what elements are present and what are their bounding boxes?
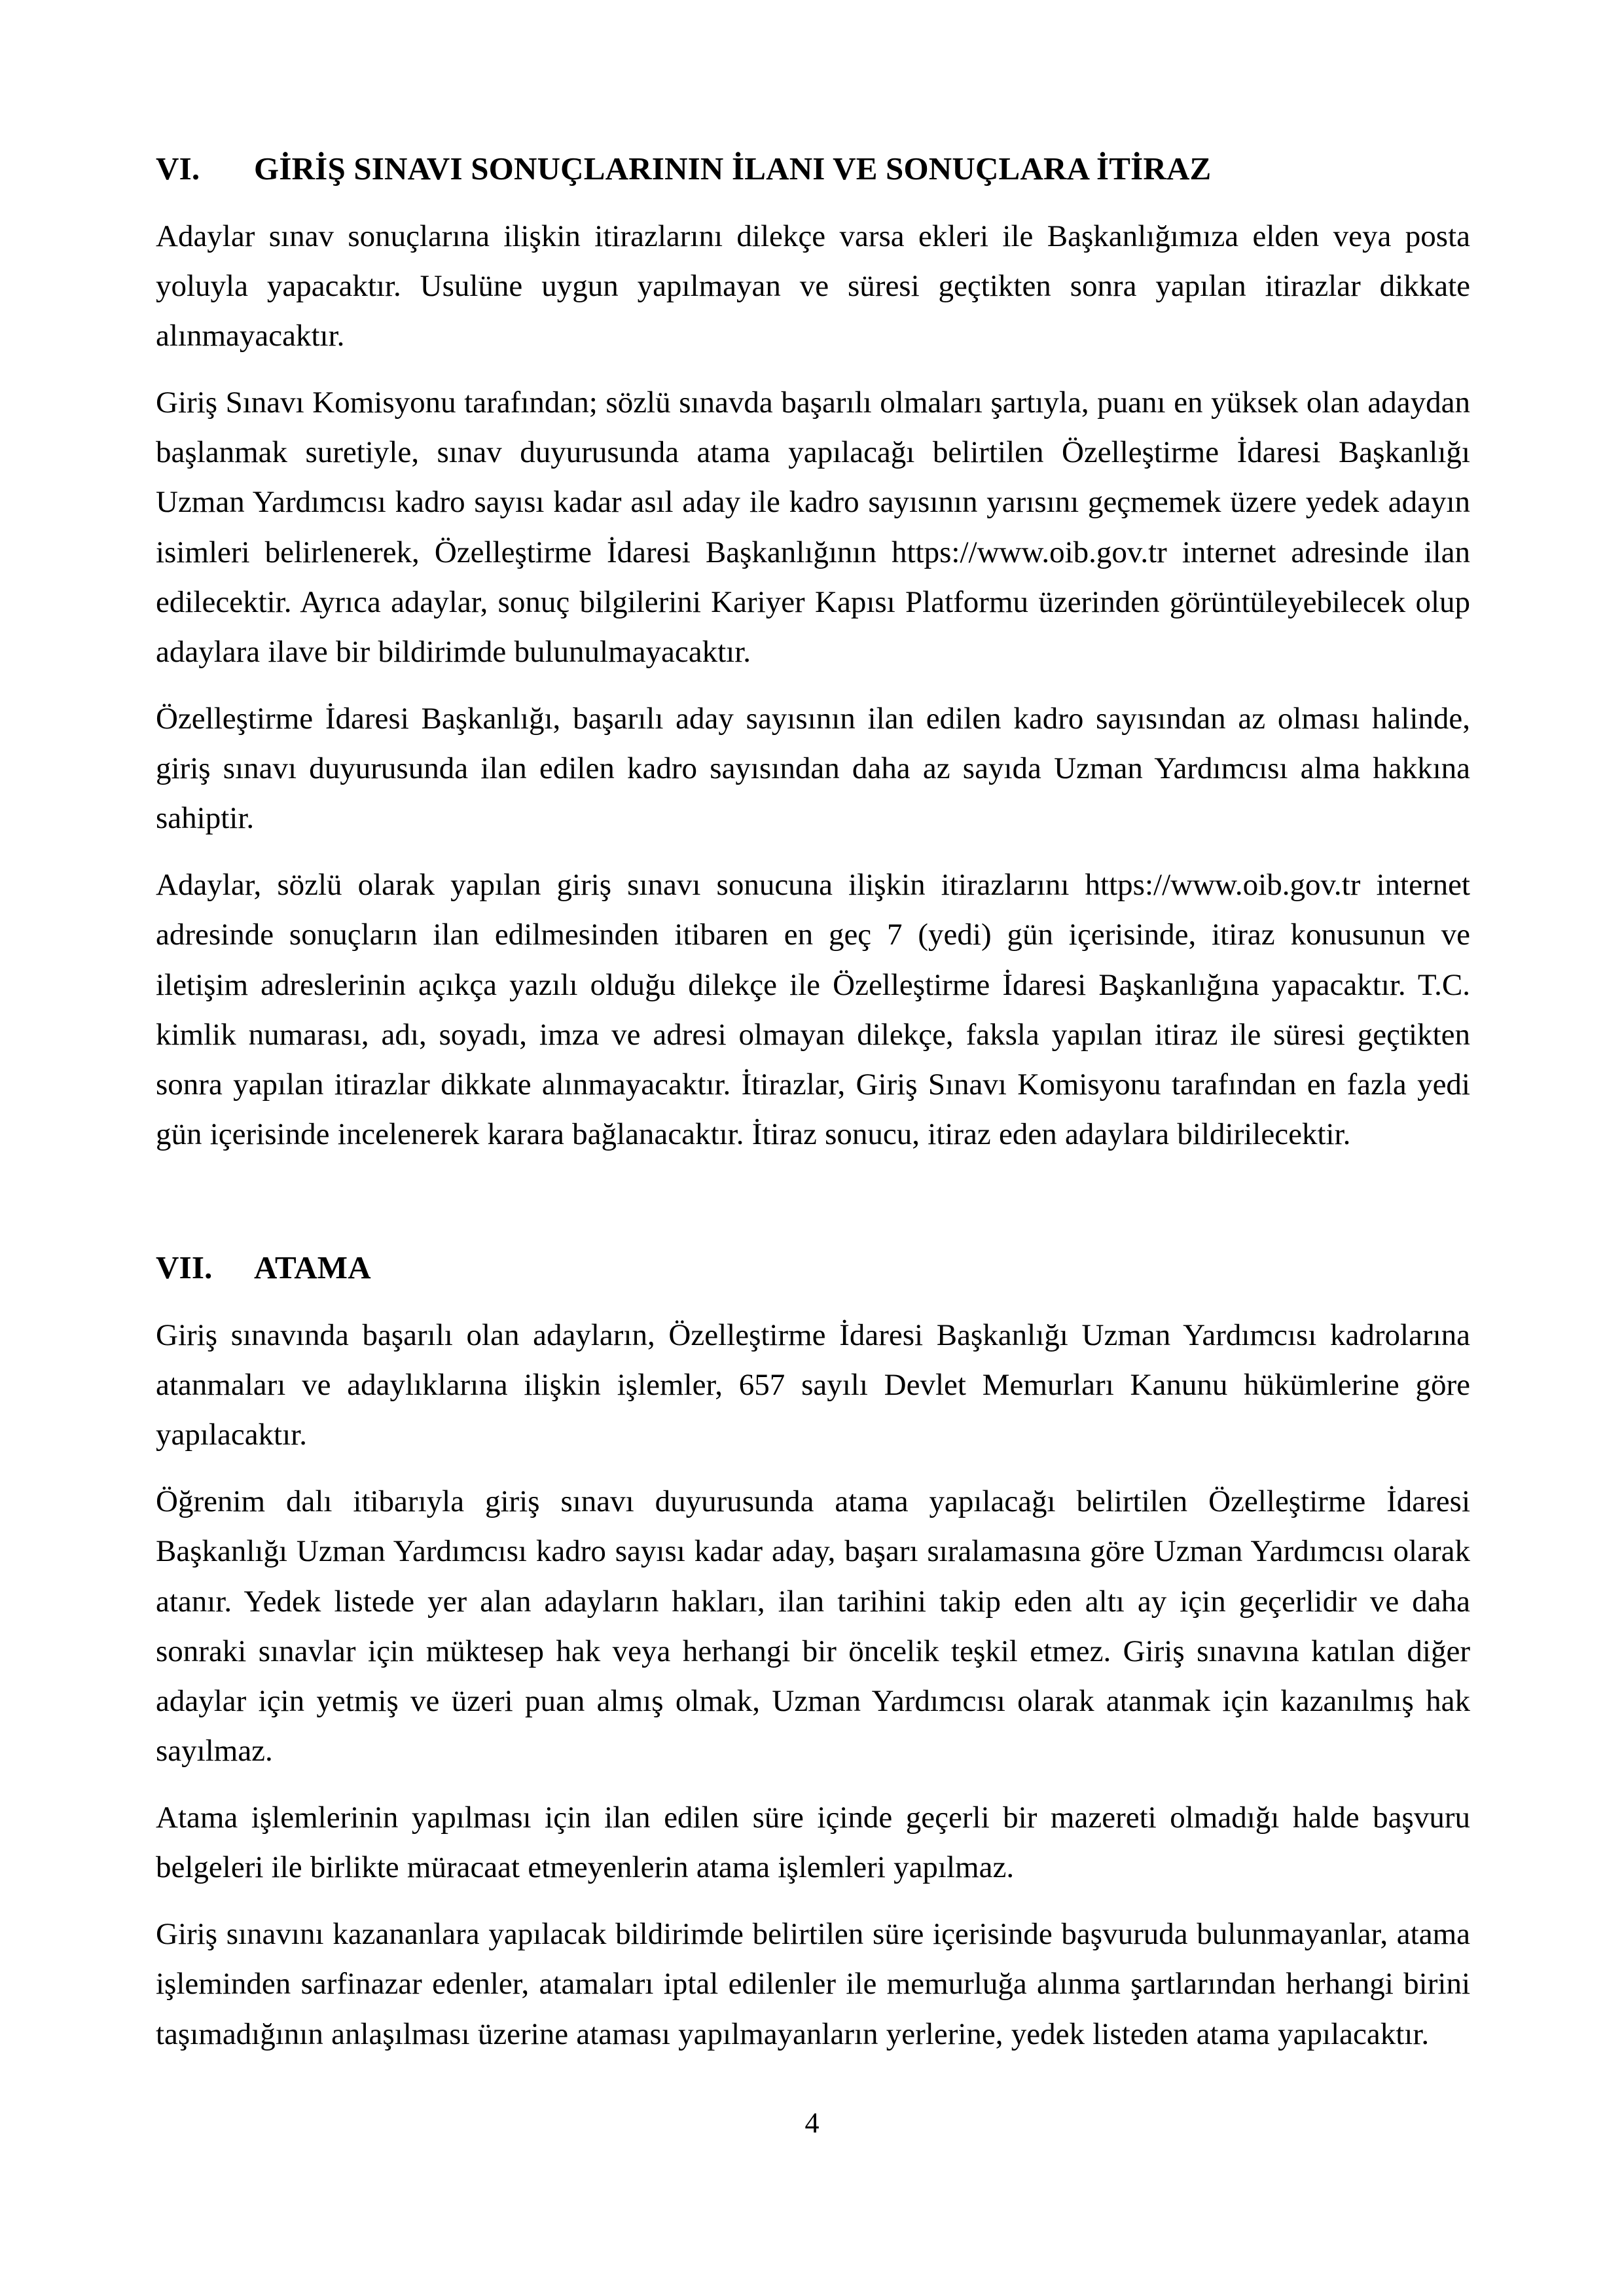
page-number: 4	[804, 2107, 820, 2139]
section-title-vii: ATAMA	[254, 1249, 371, 1286]
paragraph: Adaylar sınav sonuçlarına ilişkin itirazlarını dilekçe varsa ekleri ile Başkanlığımıza elden veya posta yoluyla yapacaktır. Usulüne uygun yapılmayan ve süresi geçtikten sonra yapılan itirazlar dikkate alınmayacaktır.	[156, 219, 1470, 353]
section-title-vi: GİRİŞ SINAVI SONUÇLARININ İLANI VE SONUÇLARA İTİRAZ	[254, 151, 1212, 187]
section-heading-vi	[156, 151, 1470, 188]
paragraph: Atama işlemlerinin yapılması için ilan edilen süre içinde geçerli bir mazereti olmadığı halde başvuru belgeleri ile birlikte müracaat etmeyenlerin atama işlemleri yapılmaz.	[156, 1801, 1470, 1885]
section-number-vii: VII.	[156, 1249, 213, 1286]
section-number-vi: VI.	[156, 151, 200, 187]
paragraph: Adaylar, sözlü olarak yapılan giriş sınavı sonucuna ilişkin itirazlarını https://www.oib.gov.tr internet adresinde sonuçların ilan edilmesinden itibaren en geç 7 (yedi) gün içerisinde, itiraz konusunun ve iletişim adreslerinin açıkça yazılı olduğu dilekçe ile Özelleştirme İdaresi Başkanlığına yapacaktır. T.C. kimlik numarası, adı, soyadı, imza ve adresi olmayan dilekçe, faksla yapılan itiraz ile süresi geçtikten sonra yapılan itirazlar dikkate alınmayacaktır. İtirazlar, Giriş Sınavı Komisyonu tarafından en fazla yedi gün içerisinde incelenerek karara bağlanacaktır. İtiraz sonucu, itiraz eden adaylara bildirilecektir.	[156, 868, 1470, 1151]
paragraph: Öğrenim dalı itibarıyla giriş sınavı duyurusunda atama yapılacağı belirtilen Özelleştirme İdaresi Başkanlığı Uzman Yardımcısı kadro sayısı kadar aday, başarı sıralamasına göre Uzman Yardımcısı olarak atanır. Yedek listede yer alan adayların hakları, ilan tarihini takip eden altı ay için geçerlidir ve daha sonraki sınavlar için müktesep hak veya herhangi bir öncelik teşkil etmez. Giriş sınavına katılan diğer adaylar için yetmiş ve üzeri puan almış olmak, Uzman Yardımcısı olarak atanmak için kazanılmış hak sayılmaz.	[156, 1484, 1470, 1768]
paragraph: Giriş sınavında başarılı olan adayların, Özelleştirme İdaresi Başkanlığı Uzman Yardımcısı kadrolarına atanmaları ve adaylıklarına ilişkin işlemler, 657 sayılı Devlet Memurları Kanunu hükümlerine göre yapılacaktır.	[156, 1318, 1470, 1452]
paragraph: Giriş sınavını kazananlara yapılacak bildirimde belirtilen süre içerisinde başvuruda bulunmayanlar, atama işleminden sarfinazar edenler, atamaları iptal edilenler ile memurluğa alınma şartlarından herhangi birini taşımadığının anlaşılması üzerine ataması yapılmayanların yerlerine, yedek listeden atama yapılacaktır.	[156, 1917, 1470, 2051]
paragraph: Giriş Sınavı Komisyonu tarafından; sözlü sınavda başarılı olmaları şartıyla, puanı en yüksek olan adaydan başlanmak suretiyle, sınav duyurusunda atama yapılacağı belirtilen Özelleştirme İdaresi Başkanlığı Uzman Yardımcısı kadro sayısı kadar asıl aday ile kadro sayısının yarısını geçmemek üzere yedek adayın isimleri belirlenerek, Özelleştirme İdaresi Başkanlığının https://www.oib.gov.tr internet adresinde ilan edilecektir. Ayrıca adaylar, sonuç bilgilerini Kariyer Kapısı Platformu üzerinden görüntüleyebilecek olup adaylara ilave bir bildirimde bulunulmayacaktır.	[156, 386, 1470, 669]
page-content	[156, 151, 1470, 2059]
section-spacer	[156, 1176, 1470, 1249]
section-heading-vii	[156, 1249, 1470, 1287]
paragraph: Özelleştirme İdaresi Başkanlığı, başarılı aday sayısının ilan edilen kadro sayısından az olması halinde, giriş sınavı duyurusunda ilan edilen kadro sayısından daha az sayıda Uzman Yardımcısı alma hakkına sahiptir.	[156, 701, 1470, 836]
